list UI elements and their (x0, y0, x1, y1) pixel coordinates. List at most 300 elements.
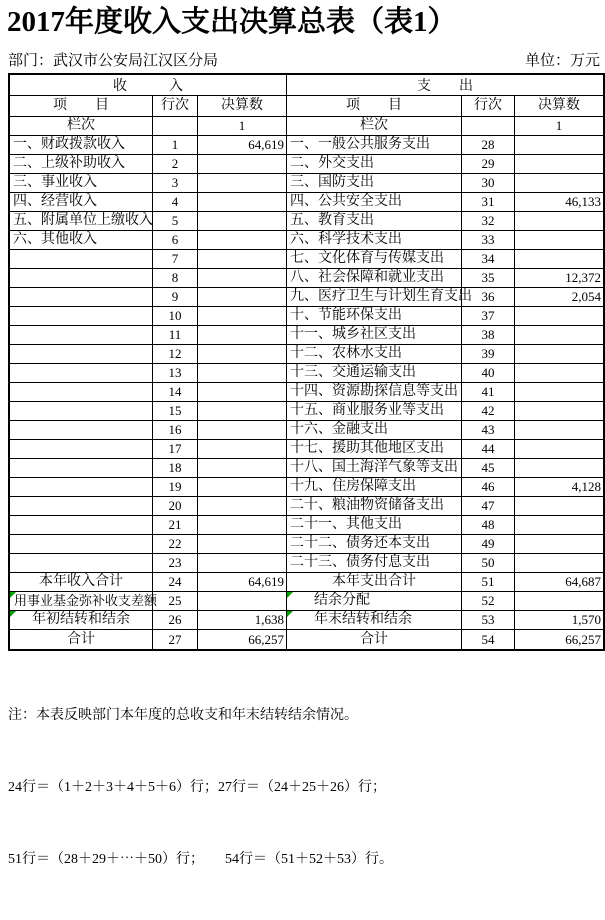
expense-amount-cell (515, 174, 603, 193)
income-rowno-cell (153, 326, 198, 345)
expense-rowno-cell-text: 28 (481, 137, 495, 152)
income-item-cell (10, 250, 153, 269)
income-rowno-cell-text: 18 (168, 460, 182, 475)
table-body (10, 136, 603, 649)
expense-item-cell (287, 592, 462, 611)
expense-amount-cell-text: 64,687 (565, 574, 601, 589)
expense-rowno-cell-text: 34 (481, 251, 495, 266)
expense-rowno-cell (462, 630, 515, 649)
expense-rowno-cell-text: 53 (481, 612, 495, 627)
expense-item-cell-text: 十四、资源勘探信息等支出 (290, 384, 458, 399)
expense-rowno-cell-text: 47 (481, 498, 495, 513)
excel-flag-icon (10, 592, 16, 598)
expense-item-cell-text: 三、国防支出 (290, 175, 374, 190)
expense-rowno-cell-text: 51 (481, 574, 495, 589)
expense-amount-cell (515, 573, 603, 592)
income-item-cell (10, 535, 153, 554)
income-rowno-cell-text: 20 (168, 498, 182, 513)
excel-flag-icon (10, 611, 16, 617)
table-row (10, 383, 603, 402)
income-rowno-cell-text: 7 (171, 251, 179, 266)
income-amount-cell (198, 573, 287, 592)
expense-item-cell (287, 554, 462, 573)
income-amount-cell (198, 288, 287, 307)
expense-rowno-cell-text: 48 (481, 517, 495, 532)
income-item-cell (10, 554, 153, 573)
expense-amount-cell-text: 1,570 (571, 612, 601, 627)
expense-amount-cell (515, 231, 603, 250)
expense-item-cell-text: 十七、援助其他地区支出 (290, 441, 444, 456)
table-row (10, 269, 603, 288)
expense-item-cell-text: 五、教育支出 (290, 213, 374, 228)
expense-amount-cell (515, 554, 603, 573)
table-row (10, 535, 603, 554)
table-row (10, 155, 603, 174)
income-item-cell (10, 307, 153, 326)
table-row (10, 516, 603, 535)
expense-amount-cell (515, 535, 603, 554)
income-amount-cell (198, 497, 287, 516)
expense-amount-cell-text: 4,128 (571, 479, 601, 494)
expense-section-header: 支 出 (287, 75, 603, 96)
income-rowno-cell (153, 421, 198, 440)
expense-item-cell-text: 十六、金融支出 (290, 422, 388, 437)
unit-label: 单位：万元 (524, 53, 600, 69)
income-rowno-cell (153, 269, 198, 288)
income-rowno-cell-text: 8 (171, 270, 179, 285)
expense-item-cell (287, 611, 462, 630)
expense-amount-cell-text: 66,257 (565, 631, 601, 647)
expense-item-cell (287, 402, 462, 421)
income-rowno-cell-text: 1 (171, 137, 179, 152)
income-rowno-cell (153, 497, 198, 516)
expense-rowno-cell (462, 573, 515, 592)
expense-item-cell (287, 440, 462, 459)
income-amount-cell (198, 174, 287, 193)
expense-rowno-cell (462, 364, 515, 383)
expense-rowno-cell-text: 30 (481, 175, 495, 190)
expense-item-cell (287, 212, 462, 231)
expense-amount-cell (515, 459, 603, 478)
expense-lanci-label: 栏次 (287, 117, 462, 136)
expense-rowno-cell (462, 383, 515, 402)
expense-item-cell (287, 345, 462, 364)
expense-item-cell-text: 二十一、其他支出 (290, 517, 402, 532)
table-row (10, 459, 603, 478)
expense-item-cell (287, 478, 462, 497)
excel-flag-icon (287, 611, 293, 617)
income-rowno-cell (153, 383, 198, 402)
expense-rowno-cell (462, 212, 515, 231)
income-item-cell (10, 630, 153, 649)
expense-amount-cell (515, 497, 603, 516)
note-line: 51行＝（28＋29＋⋯＋50）行； 54行＝（51＋52＋53）行。 (8, 852, 393, 867)
income-item-cell (10, 459, 153, 478)
expense-item-cell (287, 155, 462, 174)
note-line: 注：本表反映部门本年度的总收支和年末结转结余情况。 (8, 708, 358, 723)
expense-item-cell-text: 一、一般公共服务支出 (290, 137, 430, 152)
income-item-header: 项 目 (10, 96, 153, 117)
expense-item-cell (287, 193, 462, 212)
income-item-cell (10, 174, 153, 193)
expense-rowno-cell-text: 54 (481, 631, 495, 647)
income-rowno-cell (153, 231, 198, 250)
income-item-cell (10, 288, 153, 307)
expense-item-cell-text: 六、科学技术支出 (290, 232, 402, 247)
income-item-cell (10, 193, 153, 212)
income-rowno-cell-text: 11 (168, 327, 182, 342)
income-amount-header: 决算数 (198, 96, 287, 117)
expense-amount-cell (515, 383, 603, 402)
income-rowno-cell (153, 592, 198, 611)
expense-rowno-cell (462, 459, 515, 478)
page (0, 2, 605, 867)
income-rowno-cell-text: 24 (168, 574, 182, 589)
expense-item-cell-text: 二十、粮油物资储备支出 (290, 498, 444, 513)
expense-item-cell (287, 497, 462, 516)
income-rowno-cell-text: 19 (168, 479, 182, 494)
income-rowno-cell (153, 212, 198, 231)
expense-rowno-cell-text: 39 (481, 346, 495, 361)
income-amount-cell (198, 193, 287, 212)
expense-amount-cell (515, 326, 603, 345)
income-amount-cell (198, 231, 287, 250)
table-row (10, 402, 603, 421)
expense-rowno-cell (462, 326, 515, 345)
expense-rowno-cell (462, 554, 515, 573)
expense-rowno-cell-text: 31 (481, 194, 495, 209)
expense-item-cell (287, 231, 462, 250)
expense-item-cell-text: 十九、住房保障支出 (290, 479, 416, 494)
income-lanci-blank (153, 117, 198, 136)
income-rowno-cell-text: 17 (168, 441, 182, 456)
expense-rowno-cell-text: 40 (481, 365, 495, 380)
income-rowno-cell-text: 27 (168, 631, 182, 647)
expense-item-cell (287, 573, 462, 592)
expense-rowno-cell-text: 35 (481, 270, 495, 285)
expense-rowno-cell (462, 250, 515, 269)
income-rowno-cell-text: 14 (168, 384, 182, 399)
income-item-cell (10, 402, 153, 421)
expense-amount-cell (515, 402, 603, 421)
expense-rowno-cell-text: 32 (481, 213, 495, 228)
expense-amount-cell-text: 46,133 (565, 194, 601, 209)
table-row (10, 193, 603, 212)
income-item-cell (10, 516, 153, 535)
expense-item-cell (287, 516, 462, 535)
income-section-header: 收 入 (10, 75, 287, 96)
expense-item-cell-text: 二十二、债务还本支出 (290, 536, 430, 551)
expense-item-cell-text: 结余分配 (314, 593, 370, 608)
income-rowno-cell-text: 12 (168, 346, 182, 361)
expense-rowno-cell-text: 46 (481, 479, 495, 494)
income-item-cell-text: 五、附属单位上缴收入 (13, 213, 153, 228)
table-row (10, 421, 603, 440)
income-item-cell (10, 440, 153, 459)
income-amount-cell (198, 592, 287, 611)
column-header-row (10, 96, 603, 117)
expense-rowno-cell-text: 41 (481, 384, 495, 399)
income-item-cell (10, 212, 153, 231)
income-rowno-cell (153, 573, 198, 592)
expense-item-cell (287, 136, 462, 155)
income-rowno-cell (153, 364, 198, 383)
expense-rowno-cell (462, 288, 515, 307)
income-item-cell (10, 345, 153, 364)
income-item-cell-text: 三、事业收入 (13, 175, 97, 190)
expense-amount-cell (515, 592, 603, 611)
income-item-cell (10, 478, 153, 497)
income-rowno-cell (153, 630, 198, 649)
expense-amount-cell (515, 136, 603, 155)
expense-item-cell (287, 364, 462, 383)
income-rowno-cell (153, 250, 198, 269)
expense-amount-cell (515, 307, 603, 326)
income-amount-cell (198, 307, 287, 326)
income-rowno-cell-text: 13 (168, 365, 182, 380)
income-item-cell-text: 合计 (67, 631, 95, 647)
table-row (10, 592, 603, 611)
income-rowno-cell (153, 535, 198, 554)
expense-item-cell-text: 十三、交通运输支出 (290, 365, 416, 380)
income-amount-cell (198, 136, 287, 155)
expense-item-cell (287, 630, 462, 649)
income-item-cell (10, 421, 153, 440)
income-amount-cell (198, 269, 287, 288)
income-amount-cell (198, 326, 287, 345)
expense-rowno-cell (462, 136, 515, 155)
income-item-cell (10, 326, 153, 345)
excel-flag-icon (287, 592, 293, 598)
table-row (10, 611, 603, 630)
table-row (10, 364, 603, 383)
income-item-cell-text: 本年收入合计 (39, 574, 123, 589)
income-item-cell (10, 136, 153, 155)
expense-item-cell-text: 本年支出合计 (332, 574, 416, 589)
expense-item-cell (287, 288, 472, 307)
expense-item-cell (287, 535, 462, 554)
income-item-cell (10, 269, 153, 288)
expense-rowno-cell-text: 42 (481, 403, 495, 418)
income-item-cell-text: 六、其他收入 (13, 232, 97, 247)
income-rowno-cell (153, 345, 198, 364)
expense-item-cell (287, 383, 462, 402)
expense-rowno-cell (462, 440, 515, 459)
income-rowno-cell (153, 611, 198, 630)
table-row (10, 440, 603, 459)
table-row (10, 136, 603, 155)
expense-rowno-cell-text: 50 (481, 555, 495, 570)
income-item-cell-text: 年初结转和结余 (32, 612, 130, 627)
table-row (10, 630, 603, 649)
table-row (10, 288, 603, 307)
expense-amount-cell (515, 364, 603, 383)
expense-rowno-cell (462, 307, 515, 326)
expense-rowno-cell (462, 611, 515, 630)
income-rowno-cell (153, 288, 198, 307)
table-row (10, 554, 603, 573)
income-item-cell (10, 231, 153, 250)
table-row (10, 231, 603, 250)
income-amount-cell (198, 535, 287, 554)
expense-amount-cell (515, 630, 603, 649)
income-item-cell-text: 一、财政拨款收入 (13, 137, 125, 152)
expense-rowno-cell (462, 174, 515, 193)
expense-item-cell-text: 八、社会保障和就业支出 (290, 270, 444, 285)
column-index-row (10, 117, 603, 136)
expense-rowno-cell (462, 345, 515, 364)
income-amount-cell (198, 440, 287, 459)
income-amount-cell (198, 345, 287, 364)
page-title: 2017年度收入支出决算总表（表1） (7, 6, 457, 38)
expense-item-cell (287, 459, 462, 478)
income-rowno-cell-text: 6 (171, 232, 179, 247)
income-amount-cell (198, 402, 287, 421)
expense-rowno-cell (462, 516, 515, 535)
income-rowno-cell-text: 2 (171, 156, 179, 171)
income-item-cell (10, 364, 153, 383)
income-rowno-cell (153, 478, 198, 497)
income-rowno-header: 行次 (153, 96, 198, 117)
expense-rowno-cell (462, 421, 515, 440)
income-amount-cell-text: 66,257 (248, 631, 284, 647)
expense-item-cell (287, 307, 462, 326)
income-item-cell (10, 573, 153, 592)
expense-rowno-cell (462, 155, 515, 174)
summary-table (8, 73, 605, 651)
expense-amount-cell (515, 212, 603, 231)
income-amount-cell (198, 516, 287, 535)
expense-rowno-cell-text: 37 (481, 308, 495, 323)
income-amount-cell (198, 630, 287, 649)
expense-item-cell (287, 269, 462, 288)
income-amount-cell (198, 364, 287, 383)
income-item-cell (10, 155, 153, 174)
expense-item-cell (287, 174, 462, 193)
table-row (10, 307, 603, 326)
income-rowno-cell (153, 554, 198, 573)
table-row (10, 174, 603, 193)
table-row (10, 497, 603, 516)
income-lanci-label: 栏次 (10, 117, 153, 136)
expense-item-cell-text: 合计 (360, 631, 388, 647)
expense-amount-cell (515, 345, 603, 364)
expense-amount-cell (515, 269, 603, 288)
expense-amount-cell (515, 288, 603, 307)
income-item-cell-text: 用事业基金弥补收支差额 (14, 593, 158, 608)
expense-item-cell (287, 421, 462, 440)
income-rowno-cell-text: 3 (171, 175, 179, 190)
income-amount-cell-text: 64,619 (248, 574, 284, 589)
expense-rowno-cell (462, 402, 515, 421)
table-row (10, 478, 603, 497)
income-rowno-cell-text: 16 (168, 422, 182, 437)
income-rowno-cell (153, 136, 198, 155)
income-amount-cell (198, 554, 287, 573)
income-item-cell (10, 383, 153, 402)
income-rowno-cell (153, 193, 198, 212)
expense-item-cell-text: 十八、国土海洋气象等支出 (290, 460, 458, 475)
income-amount-cell (198, 611, 287, 630)
expense-rowno-cell (462, 592, 515, 611)
table-row (10, 250, 603, 269)
expense-rowno-cell-text: 44 (481, 441, 495, 456)
expense-amount-cell-text: 2,054 (571, 289, 601, 304)
expense-item-cell-text: 十一、城乡社区支出 (290, 327, 416, 342)
income-rowno-cell-text: 5 (171, 213, 179, 228)
expense-item-cell-text: 二十三、债务付息支出 (290, 555, 430, 570)
income-amount-cell (198, 478, 287, 497)
expense-rowno-cell (462, 478, 515, 497)
expense-rowno-cell (462, 193, 515, 212)
income-rowno-cell-text: 4 (171, 194, 179, 209)
income-rowno-cell (153, 155, 198, 174)
table-row (10, 573, 603, 592)
section-header-row (10, 75, 603, 96)
income-rowno-cell (153, 516, 198, 535)
expense-item-cell (287, 250, 462, 269)
table-row (10, 212, 603, 231)
income-amount-cell-text: 64,619 (248, 137, 284, 152)
expense-item-cell-text: 十、节能环保支出 (290, 308, 402, 323)
expense-amount-cell (515, 155, 603, 174)
expense-item-cell (287, 326, 462, 345)
expense-rowno-cell (462, 535, 515, 554)
expense-lanci-blank (462, 117, 515, 136)
expense-rowno-cell-text: 45 (481, 460, 495, 475)
income-item-cell (10, 611, 153, 630)
income-amount-cell (198, 459, 287, 478)
expense-lanci-value: 1 (515, 117, 603, 136)
expense-item-header: 项 目 (287, 96, 462, 117)
expense-rowno-cell (462, 231, 515, 250)
income-rowno-cell-text: 10 (168, 308, 182, 323)
income-item-cell (10, 592, 158, 611)
income-item-cell (10, 497, 153, 516)
table-row (10, 326, 603, 345)
expense-amount-cell-text: 12,372 (565, 270, 601, 285)
income-amount-cell-text: 1,638 (254, 612, 284, 627)
income-rowno-cell-text: 22 (168, 536, 182, 551)
expense-amount-cell (515, 250, 603, 269)
income-rowno-cell (153, 440, 198, 459)
expense-item-cell-text: 年末结转和结余 (314, 612, 412, 627)
expense-rowno-cell-text: 49 (481, 536, 495, 551)
income-rowno-cell (153, 307, 198, 326)
income-rowno-cell (153, 459, 198, 478)
income-rowno-cell (153, 402, 198, 421)
expense-rowno-cell-text: 29 (481, 156, 495, 171)
income-rowno-cell-text: 21 (168, 517, 182, 532)
income-rowno-cell-text: 25 (168, 593, 182, 608)
note-line: 24行＝（1＋2＋3＋4＋5＋6）行；27行＝（24＋25＋26）行； (8, 780, 386, 795)
income-lanci-value: 1 (198, 117, 287, 136)
expense-item-cell-text: 十五、商业服务业等支出 (290, 403, 444, 418)
expense-amount-cell (515, 611, 603, 630)
expense-rowno-cell-text: 43 (481, 422, 495, 437)
income-rowno-cell-text: 9 (171, 289, 179, 304)
income-amount-cell (198, 250, 287, 269)
expense-item-cell-text: 十二、农林水支出 (290, 346, 402, 361)
table-row (10, 345, 603, 364)
income-rowno-cell-text: 15 (168, 403, 182, 418)
expense-rowno-cell-text: 38 (481, 327, 495, 342)
expense-item-cell-text: 九、医疗卫生与计划生育支出 (290, 289, 472, 304)
expense-rowno-cell (462, 269, 515, 288)
expense-amount-cell (515, 421, 603, 440)
expense-rowno-cell-text: 33 (481, 232, 495, 247)
expense-rowno-cell-text: 36 (481, 289, 495, 304)
